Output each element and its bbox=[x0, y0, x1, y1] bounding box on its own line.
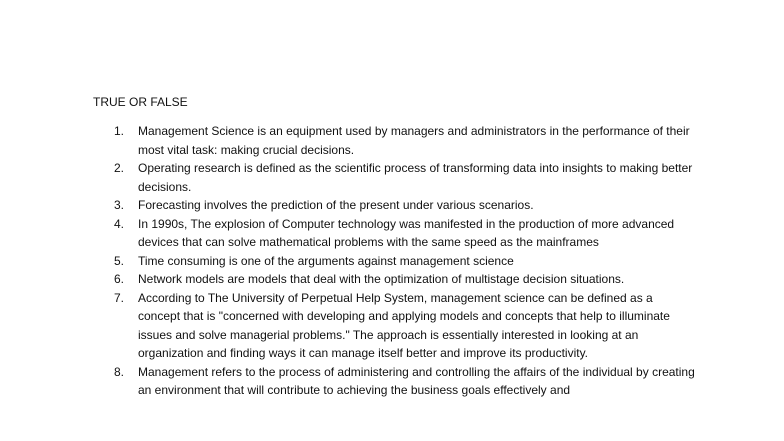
question-number: 5. bbox=[114, 253, 125, 268]
question-text: Forecasting involves the prediction of the present under various scenarios. bbox=[138, 198, 534, 212]
question-number: 8. bbox=[114, 364, 125, 379]
question-number: 7. bbox=[114, 290, 125, 305]
question-item bbox=[0, 289, 698, 363]
question-text: Time consuming is one of the arguments against management science bbox=[138, 253, 514, 268]
question-item bbox=[0, 215, 698, 252]
question-number: 3. bbox=[114, 198, 125, 212]
question-number: 6. bbox=[114, 272, 125, 286]
question-item bbox=[0, 122, 698, 159]
page-heading: TRUE OR FALSE bbox=[93, 95, 188, 109]
question-number: 2. bbox=[114, 161, 125, 175]
question-item bbox=[0, 270, 698, 289]
question-item bbox=[0, 252, 698, 271]
question-text: Network models are models that deal with the optimization of multistage decision situations. bbox=[138, 272, 625, 286]
question-text: Management Science is an equipment used by managers and administrators in the performance of their most vital task: making crucial decisions. bbox=[138, 124, 690, 157]
question-text: In 1990s, The explosion of Computer technology was manifested in the production of more advanced devices that can solve mathematical problems with the same speed as the mainframes bbox=[138, 216, 675, 249]
question-item bbox=[0, 363, 698, 400]
true-false-question-list bbox=[0, 122, 784, 400]
question-number: 1. bbox=[114, 124, 125, 138]
question-item bbox=[0, 159, 698, 196]
question-item bbox=[0, 196, 698, 215]
question-number: 4. bbox=[114, 216, 125, 231]
question-text: According to The University of Perpetual Help System, management science can be defined as a concept that is "concerned with developing and applying models and concepts that help to illuminate issues and solve managerial problems." The approach is essentially interested in looking at an organization and finding ways it can manage itself better and improve its productivity. bbox=[138, 290, 670, 360]
question-text: Management refers to the process of administering and controlling the affairs of the individual by creating an environment that will contribute to achieving the business goals effectively and bbox=[138, 364, 695, 397]
question-text: Operating research is defined as the scientific process of transforming data into insights to making better decisions. bbox=[138, 161, 693, 194]
